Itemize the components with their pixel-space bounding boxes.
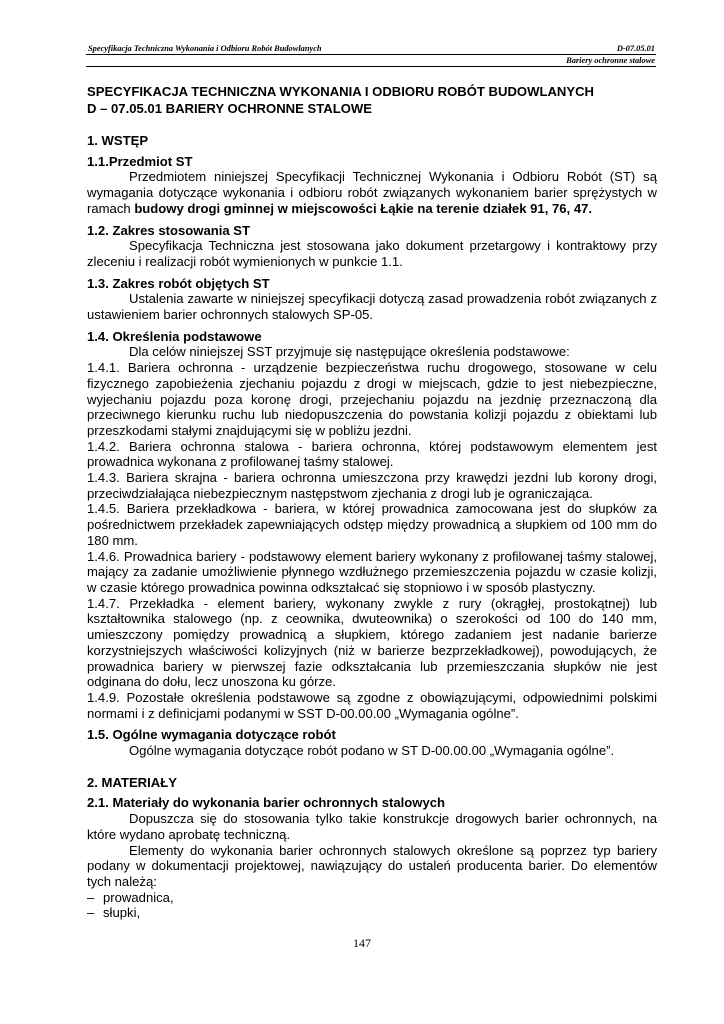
document-title-line1: SPECYFIKACJA TECHNICZNA WYKONANIA I ODBIORU ROBÓT BUDOWLANYCH	[87, 84, 595, 99]
definition-1-4-5: 1.4.5. Bariera przekładkowa - bariera, w której prowadnica zamocowana jest do słupków za pośrednictwem przekładek zapewniających odstęp między prowadnicą a słupkiem od 100 mm do 180 mm.	[87, 501, 657, 548]
list-bullet-dash: –	[87, 889, 95, 905]
page-number: 147	[353, 936, 371, 950]
document-body	[87, 84, 657, 921]
section-1-2-heading: 1.2. Zakres stosowania ST	[87, 222, 251, 238]
section-2-1-paragraph-2: Elementy do wykonania barier ochronnych stalowych określone są poprzez typ bariery podany w dokumentacji projektowej, nawiązujący do ustaleń producenta barier. Do elementów tych należą:	[87, 842, 657, 889]
section-1-3-text: Ustalenia zawarte w niniejszej specyfikacji dotyczą zasad prowadzenia robót związanych z ustawieniem barier ochronnych stalowych SP-05.	[87, 291, 657, 323]
definition-1-4-3: 1.4.3. Bariera skrajna - bariera ochronna umieszczona przy krawędzi jezdni lub korony drogi, przeciwdziałająca niebezpiecznym następstwom zjechania z drogi lub je ograniczająca.	[87, 470, 657, 501]
definition-1-4-6: 1.4.6. Prowadnica bariery - podstawowy element bariery wykonany z profilowanej taśmy stalowej, mający za zadanie umożliwienie płynnego wzdłużnego przemieszczenia pojazdu w czasie kolizji, w czasie którego prowadnica powinna odkształcać się stopniowo i w sposób plastyczny.	[87, 548, 657, 595]
section-1-1-text	[87, 169, 657, 216]
header-document-title: Specyfikacja Techniczna Wykonania i Odbioru Robót Budowlanych	[88, 44, 322, 53]
list-item-text: słupki,	[103, 905, 141, 921]
section-1-1-body: Przedmiotem niniejszej Specyfikacji Technicznej Wykonania i Odbioru Robót (ST) są wymagania dotyczące wykonania i odbioru robót związanych wykonaniem barier sprężystych w ramach	[87, 169, 657, 216]
list-item	[87, 890, 657, 906]
definition-1-4-7: 1.4.7. Przekładka - element bariery, wykonany zwykle z rury (okrągłej, prostokątnej) lub kształtownika stalowego (np. z ceownika, dwuteownika) o szerokości od 100 do 140 mm, umieszczony pomiędzy prowadnicą a słupkiem, którego zadaniem jest nadanie barierze korzystniejszych właściwości kolizyjnych (niż w barierze bezprzekładkowej), powodujących, że prowadnica bariery w pierwszej fazie odkształcania lub przemieszczania słupków nie jest odginana do dołu, lecz unoszona ku górze.	[87, 595, 657, 690]
section-1-3-heading: 1.3. Zakres robót objętych ST	[87, 275, 270, 291]
definition-1-4-9: 1.4.9. Pozostałe określenia podstawowe są zgodne z obowiązującymi, odpowiednimi polskimi normami i z definicjami podanymi w SST D-00.00.00 „Wymagania ogólne”.	[87, 689, 657, 721]
section-2-1-heading: 2.1. Materiały do wykonania barier ochronnych stalowych	[87, 795, 446, 811]
list-bullet-dash: –	[87, 905, 95, 921]
document-title-line2: D – 07.05.01 BARIERY OCHRONNE STALOWE	[87, 100, 372, 116]
header-rule	[86, 54, 656, 55]
section-2-heading: 2. MATERIAŁY	[87, 774, 177, 790]
header-rule-lower	[86, 66, 656, 67]
definition-1-4-2: 1.4.2. Bariera ochronna stalowa - bariera ochronna, której podstawowym elementem jest prowadnica wykonana z profilowanej taśmy stalowej.	[87, 438, 657, 470]
list-item	[87, 905, 657, 921]
document-title	[87, 84, 657, 117]
header-spec-subtitle: Bariery ochronne stalowe	[566, 56, 655, 65]
section-2-1-paragraph-1: Dopuszcza się do stosowania tylko takie konstrukcje drogowych barier ochronnych, na które wydano aprobatę techniczną.	[87, 811, 657, 842]
section-1-4-intro: Dla celów niniejszej SST przyjmuje się następujące określenia podstawowe:	[129, 344, 570, 360]
header-spec-code: D-07.05.01	[616, 44, 655, 53]
section-1-1-heading: 1.1.Przedmiot ST	[87, 153, 193, 169]
section-1-5-text: Ogólne wymagania dotyczące robót podano w ST D-00.00.00 „Wymagania ogólne”.	[129, 743, 615, 759]
section-1-heading: 1. WSTĘP	[87, 133, 149, 148]
definition-1-4-1: 1.4.1. Bariera ochronna - urządzenie bezpieczeństwa ruchu drogowego, stosowane w celu fizycznego zapobieżenia zjechaniu pojazdu z drogi w miejscach, gdzie to jest niebezpieczne, wyjechaniu pojazdu poza koronę drogi, przejechaniu pojazdu na jezdnię przeznaczoną dla przeciwnego kierunku ruchu lub niedopuszczenia do powstania kolizji pojazdu z obiektami lub przeszkodami stałymi znajdującymi się w pobliżu jezdni.	[87, 360, 657, 438]
list-item-text: prowadnica,	[103, 889, 174, 905]
section-1-2-text: Specyfikacja Techniczna jest stosowana jako dokument przetargowy i kontraktowy przy zleceniu i realizacji robót wymienionych w punkcie 1.1.	[87, 238, 657, 269]
section-1-4-heading: 1.4. Określenia podstawowe	[87, 328, 262, 344]
section-1-5-heading: 1.5. Ogólne wymagania dotyczące robót	[87, 727, 336, 743]
section-1-1-bold: budowy drogi gminnej w miejscowości Łąkie na terenie działek 91, 76, 47.	[134, 200, 593, 216]
